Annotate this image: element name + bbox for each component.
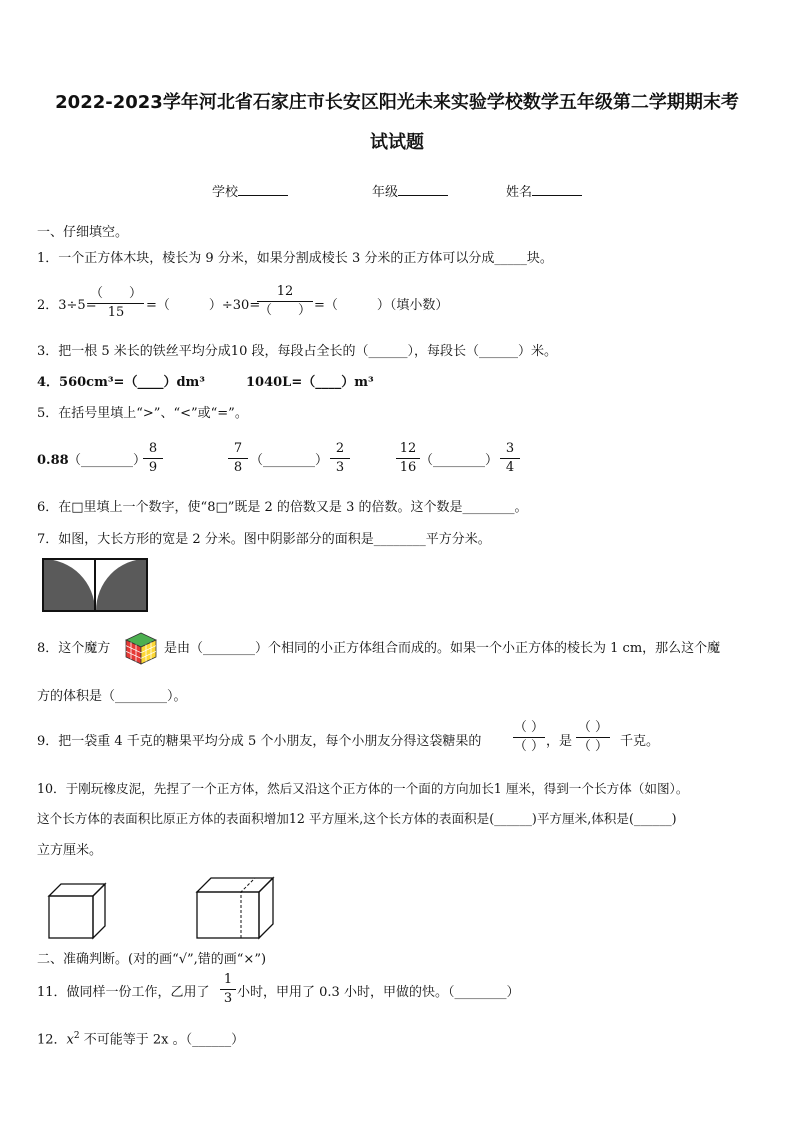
school-label: 学校 xyxy=(212,185,239,200)
fraction-numerator-blank[interactable]: （ ） xyxy=(89,286,142,301)
q11-fraction-1-3 xyxy=(220,972,236,1007)
question-9-part-b: ，是 xyxy=(546,734,573,749)
rubiks-cube-icon xyxy=(122,630,160,666)
q5-fraction-12-16 xyxy=(396,441,420,476)
fraction-denominator: 15 xyxy=(107,305,125,320)
question-12-text: 不可能等于 2x 。（______） xyxy=(79,1032,245,1048)
question-4-part-b: 1040L=（____）m³ xyxy=(246,375,374,390)
q5-fraction-7-8 xyxy=(228,441,248,476)
school-field xyxy=(212,183,288,201)
cuboid-figure xyxy=(195,876,277,940)
question-8-part-c: 方的体积是（________）。 xyxy=(37,689,187,704)
q9-fraction-blank-1[interactable] xyxy=(513,720,545,755)
q7-shaded-quarter-circle-left xyxy=(43,559,95,611)
question-2-part-b: =（ ）÷30= xyxy=(146,298,261,313)
question-5: 5．在括号里填上“>”、“<”或“=”。 xyxy=(37,406,248,421)
fraction-numerator: 12 xyxy=(276,284,294,299)
q7-rectangle-figure xyxy=(42,558,150,612)
question-11-part-b: 小时，甲用了 0.3 小时，甲做的快。（________） xyxy=(237,985,520,1000)
cut-line-dashed xyxy=(241,878,255,938)
grade-label: 年级 xyxy=(372,185,399,200)
grade-field xyxy=(372,183,448,201)
school-blank[interactable] xyxy=(238,183,288,196)
question-8-part-b: 是由（________）个相同的小正方体组合而成的。如果一个小正方体的棱长为 1 cm，那么这个魔 xyxy=(164,641,721,656)
variable-x: x xyxy=(66,1032,74,1048)
fraction-denominator: 4 xyxy=(505,460,515,475)
fraction-numerator: 2 xyxy=(335,441,345,456)
fraction-numerator: 1 xyxy=(223,972,233,987)
q5-blank-2[interactable]: （________） xyxy=(250,453,329,468)
q5-fraction-2-3 xyxy=(330,441,350,476)
question-11-part-a: 11．做同样一份工作，乙用了 xyxy=(37,985,210,1000)
question-4-part-a: 4．560cm³=（____）dm³ xyxy=(37,375,205,390)
question-2-fraction-1 xyxy=(88,286,144,321)
fraction-numerator-blank[interactable]: （ ） xyxy=(513,720,545,735)
question-2-part-a: 2．3÷5= xyxy=(37,298,97,313)
question-10-line-3: 立方厘米。 xyxy=(37,843,103,858)
question-6: 6．在□里填上一个数字，使“8□”既是 2 的倍数又是 3 的倍数。这个数是________。 xyxy=(37,500,528,515)
question-12 xyxy=(37,1028,244,1048)
cube-figure xyxy=(47,882,109,940)
question-10-line-1: 10．于刚玩橡皮泥，先捏了一个正方体，然后又沿这个正方体的一个面的方向加长1 厘米，得到一个长方体（如图）。 xyxy=(37,781,689,796)
question-3: 3．把一根 5 米长的铁丝平均分成10 段，每段占全长的（______），每段长（______）米。 xyxy=(37,344,557,359)
section-heading-2: 二、准确判断。(对的画“√”,错的画“×”) xyxy=(37,952,267,967)
q5-blank-1[interactable]: （________） xyxy=(68,453,147,468)
name-field xyxy=(506,183,582,201)
fraction-denominator: 8 xyxy=(233,460,243,475)
question-1: 1．一个正方体木块，棱长为 9 分米，如果分割成棱长 3 分米的正方体可以分成_____块。 xyxy=(37,251,553,266)
q9-fraction-blank-2[interactable] xyxy=(576,720,610,755)
page-title: 2022-2023学年河北省石家庄市长安区阳光未来实验学校数学五年级第二学期期末考 xyxy=(55,92,739,113)
fraction-denominator-blank[interactable]: （ ） xyxy=(577,739,609,754)
q5-blank-3[interactable]: （________） xyxy=(420,453,499,468)
name-blank[interactable] xyxy=(532,183,582,196)
question-10-line-2: 这个长方体的表面积比原正方体的表面积增加12 平方厘米,这个长方体的表面积是(______)平方厘米,体积是(______) xyxy=(37,811,677,826)
fraction-denominator-blank[interactable]: （ ） xyxy=(513,739,545,754)
question-2-fraction-2 xyxy=(257,284,313,319)
q5-value-1: 0.88 xyxy=(37,453,69,468)
q5-fraction-3-4 xyxy=(500,441,520,476)
question-9-part-c: 千克。 xyxy=(620,734,660,749)
name-label: 姓名 xyxy=(506,185,533,200)
fraction-numerator: 7 xyxy=(233,441,243,456)
question-9-part-a: 9．把一袋重 4 千克的糖果平均分成 5 个小朋友，每个小朋友分得这袋糖果的 xyxy=(37,734,482,749)
question-12-number: 12． xyxy=(37,1032,67,1048)
exponent: 2 xyxy=(73,1031,80,1041)
question-8-part-a: 8．这个魔方 xyxy=(37,641,111,656)
q7-shaded-region-right xyxy=(96,559,146,611)
fraction-numerator: 8 xyxy=(148,441,158,456)
fraction-numerator: 12 xyxy=(399,441,417,456)
fraction-denominator: 3 xyxy=(223,991,233,1006)
q5-fraction-8-9 xyxy=(143,441,163,476)
fraction-numerator-blank[interactable]: （ ） xyxy=(577,720,609,735)
question-7: 7．如图，大长方形的宽是 2 分米。图中阴影部分的面积是________平方分米。 xyxy=(37,532,491,547)
page-title-line2: 试试题 xyxy=(370,132,424,153)
fraction-denominator: 9 xyxy=(148,460,158,475)
fraction-denominator: 16 xyxy=(399,460,417,475)
grade-blank[interactable] xyxy=(398,183,448,196)
question-2-part-c: =（ ）（填小数） xyxy=(314,298,449,313)
section-heading-1: 一、仔细填空。 xyxy=(37,225,129,240)
fraction-denominator-blank[interactable]: （ ） xyxy=(258,303,311,318)
fraction-denominator: 3 xyxy=(335,460,345,475)
fraction-numerator: 3 xyxy=(505,441,515,456)
